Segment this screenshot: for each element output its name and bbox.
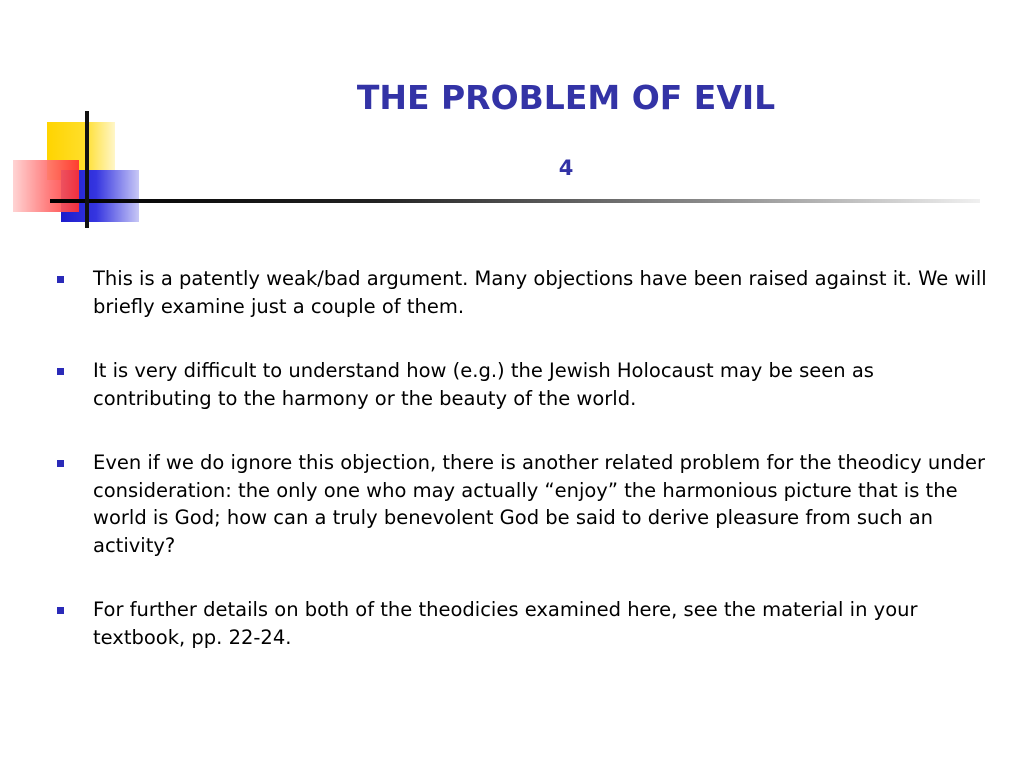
bullet-item: [55, 596, 995, 651]
square-bullet-icon: [57, 368, 64, 375]
horizontal-rule-decoration: [50, 199, 980, 203]
square-bullet-icon: [57, 276, 64, 283]
slide-number: 4: [558, 156, 574, 180]
red-square-decoration: [13, 160, 79, 212]
vertical-rule-decoration: [85, 111, 89, 228]
bullet-item: [55, 265, 995, 320]
slide-title: THE PROBLEM OF EVIL: [356, 78, 776, 117]
bullet-item: [55, 449, 995, 559]
bullet-item: [55, 357, 995, 412]
bullet-list: [55, 265, 995, 688]
square-bullet-icon: [57, 460, 64, 467]
title-decoration: [0, 0, 1024, 240]
bullet-text: This is a patently weak/bad argument. Many objections have been raised against it. We will briefly examine just a couple of them.: [93, 267, 987, 318]
bullet-text: For further details on both of the theodicies examined here, see the material in your textbook, pp. 22-24.: [93, 598, 918, 649]
square-bullet-icon: [57, 607, 64, 614]
bullet-text: Even if we do ignore this objection, there is another related problem for the theodicy under consideration: the only one who may actually “enjoy” the harmonious picture that is the world is God; how can a truly benevolent God be said to derive pleasure from such an activity?: [93, 451, 985, 557]
bullet-text: It is very difficult to understand how (e.g.) the Jewish Holocaust may be seen as contributing to the harmony or the beauty of the world.: [93, 359, 874, 410]
